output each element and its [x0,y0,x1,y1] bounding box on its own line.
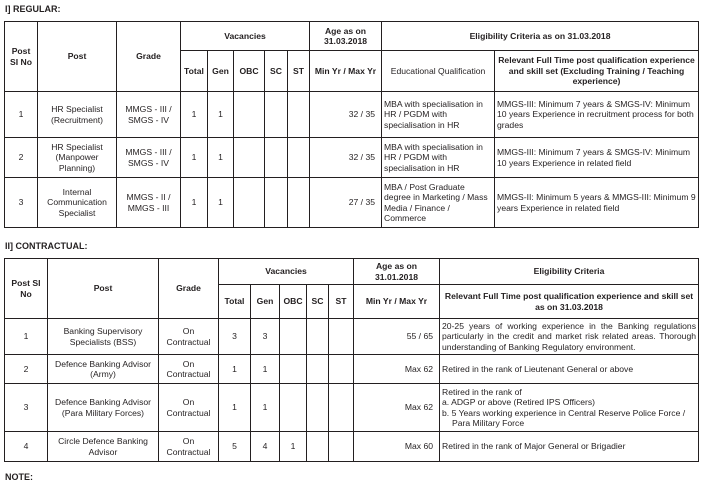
cell-obc: 1 [280,432,307,462]
cell-education: MBA with specialisation in HR / PGDM with specialisation in HR [382,92,495,138]
cell-grade: On Contractual [159,432,219,462]
header-st: ST [288,51,310,92]
cell-experience: MMGS-III: Minimum 7 years & SMGS-IV: Minimum 10 years Experience in related field [495,138,699,178]
cell-obc [234,178,265,228]
cell-criteria: Retired in the rank of Lieutenant General or above [440,355,699,384]
cell-post: Defence Banking Advisor (Para Military Forces) [48,384,159,432]
cell-post: Internal Communication Specialist [38,178,117,228]
cell-gen: 1 [251,384,280,432]
cell-education: MBA / Post Graduate degree in Marketing / Mass Media / Finance / Commerce [382,178,495,228]
cell-age: Max 62 [354,384,440,432]
cell-st [288,138,310,178]
header-min-max: Min Yr / Max Yr [354,285,440,319]
cell-st [288,178,310,228]
header-gen: Gen [208,51,234,92]
cell-obc [280,355,307,384]
cell-post: Circle Defence Banking Advisor [48,432,159,462]
cell-sl: 2 [5,355,48,384]
cell-total: 1 [181,178,208,228]
contractual-table [4,258,699,462]
table-row [5,178,699,228]
cell-sl: 3 [5,384,48,432]
header-eligibility: Eligibility Criteria as on 31.03.2018 [382,22,699,51]
header-min-max: Min Yr / Max Yr [310,51,382,92]
cell-gen: 1 [208,138,234,178]
header-age: Age as on 31.01.2018 [354,259,440,285]
contractual-heading: II] CONTRACTUAL: [5,241,88,251]
cell-sc [265,178,288,228]
cell-total: 1 [181,138,208,178]
cell-sc [307,319,329,355]
header-experience: Relevant Full Time post qualification experience and skill set (Excluding Training / Teaching experience) [495,51,699,92]
header-vacancies: Vacancies [181,22,310,51]
cell-st [329,319,354,355]
regular-table [4,21,699,228]
cell-grade: On Contractual [159,355,219,384]
cell-post: HR Specialist (Manpower Planning) [38,138,117,178]
table-row [5,319,699,355]
table-row [5,138,699,178]
cell-sl: 3 [5,178,38,228]
criteria-list [442,397,696,429]
cell-st [329,384,354,432]
header-gen: Gen [251,285,280,319]
header-age: Age as on 31.03.2018 [310,22,382,51]
cell-criteria: 20-25 years of working experience in the Banking regulations particularly in the credit and market risk related areas. Thorough understanding of Banking Regulatory environment. [440,319,699,355]
list-item: b. 5 Years working experience in Central Reserve Police Force / Para Military Force [442,407,686,428]
header-total: Total [219,285,251,319]
cell-total: 1 [181,92,208,138]
cell-grade: MMGS - III / SMGS - IV [117,138,181,178]
cell-gen: 1 [208,178,234,228]
cell-education: MBA with specialisation in HR / PGDM with specialisation in HR [382,138,495,178]
header-post: Post [38,22,117,92]
cell-experience: MMGS-II: Minimum 5 years & MMGS-III: Minimum 9 years Experience in related field [495,178,699,228]
cell-st [329,432,354,462]
header-post: Post [48,259,159,319]
cell-obc [280,384,307,432]
cell-age: 32 / 35 [310,138,382,178]
header-eligibility: Eligibility Criteria [440,259,699,285]
cell-sc [307,355,329,384]
header-vacancies: Vacancies [219,259,354,285]
cell-grade: On Contractual [159,319,219,355]
table-row [5,355,699,384]
cell-gen: 1 [208,92,234,138]
cell-post: Defence Banking Advisor (Army) [48,355,159,384]
header-sl-no: Post SI No [5,22,38,92]
cell-criteria [440,384,699,432]
header-sl-no: Post SI No [5,259,48,319]
cell-criteria: Retired in the rank of Major General or Brigadier [440,432,699,462]
cell-sc [307,432,329,462]
cell-sc [265,138,288,178]
cell-total: 1 [219,355,251,384]
header-total: Total [181,51,208,92]
header-st: ST [329,285,354,319]
cell-gen: 1 [251,355,280,384]
cell-grade: MMGS - II / MMGS - III [117,178,181,228]
header-sc: SC [307,285,329,319]
cell-sl: 1 [5,319,48,355]
list-item: a. ADGP or above (Retired IPS Officers) [442,397,596,407]
header-obc: OBC [280,285,307,319]
cell-total: 5 [219,432,251,462]
cell-obc [234,138,265,178]
cell-st [288,92,310,138]
cell-gen: 3 [251,319,280,355]
cell-post: HR Specialist (Recruitment) [38,92,117,138]
cell-gen: 4 [251,432,280,462]
table-row [5,92,699,138]
cell-total: 1 [219,384,251,432]
table-row [5,384,699,432]
cell-grade: MMGS - III / SMGS - IV [117,92,181,138]
header-grade: Grade [117,22,181,92]
cell-grade: On Contractual [159,384,219,432]
cell-age: 55 / 65 [354,319,440,355]
cell-obc [280,319,307,355]
cell-age: 27 / 35 [310,178,382,228]
cell-age: Max 60 [354,432,440,462]
cell-experience: MMGS-III: Minimum 7 years & SMGS-IV: Minimum 10 years Experience in recruitment process for both grades [495,92,699,138]
cell-age: Max 62 [354,355,440,384]
criteria-intro: Retired in the rank of [442,386,522,397]
cell-st [329,355,354,384]
header-obc: OBC [234,51,265,92]
cell-sc [265,92,288,138]
note-label: NOTE: [5,472,33,482]
cell-sl: 1 [5,92,38,138]
cell-age: 32 / 35 [310,92,382,138]
header-experience: Relevant Full Time post qualification experience and skill set as on 31.03.2018 [440,285,699,319]
header-education: Educational Qualification [382,51,495,92]
regular-heading: I] REGULAR: [5,4,61,14]
header-grade: Grade [159,259,219,319]
header-sc: SC [265,51,288,92]
table-row [5,432,699,462]
cell-post: Banking Supervisory Specialists (BSS) [48,319,159,355]
cell-sl: 2 [5,138,38,178]
cell-obc [234,92,265,138]
cell-sl: 4 [5,432,48,462]
cell-sc [307,384,329,432]
cell-total: 3 [219,319,251,355]
